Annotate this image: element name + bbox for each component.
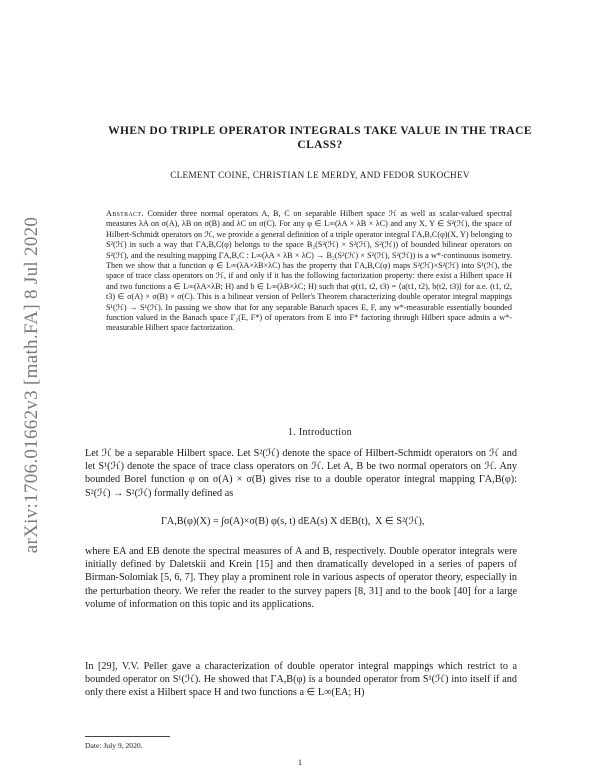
date-footnote: Date: July 9, 2020. <box>85 741 143 750</box>
section-heading: 1. Introduction <box>288 427 352 438</box>
abstract <box>106 209 512 334</box>
arxiv-identifier-text: arXiv:1706.01662v3 [math.FA] 8 Jul 2020 <box>21 216 42 554</box>
author-list: CLEMENT COINE, CHRISTIAN LE MERDY, AND FEDOR SUKOCHEV <box>170 170 470 180</box>
display-equation <box>85 512 517 538</box>
arxiv-identifier <box>17 190 47 580</box>
intro-paragraph-2: where EA and EB denote the spectral measures of A and B, respectively. Double operator integrals were initially defined by Daletskii and Krein [15] and then dramatically developed in a series of papers of Birman-Solomiak [5, 6, 7]. They play a prominent role in various aspects of operator theory, especially in the perturbation theory. We refer the reader to the survey papers [8, 31] and to the book [40] for a large volume of information on this topic and its applications. <box>85 546 517 610</box>
intro-paragraph-1: Let ℋ be a separable Hilbert space. Let S²(ℋ) denote the space of Hilbert-Schmidt operators on ℋ and let S¹(ℋ) denote the space of trace class operators on ℋ. Let A, B be two normal operators on ℋ. Any bounded Borel function φ on σ(A) × σ(B) gives rise to a double operator integral mapping ΓA,B(φ): S²(ℋ) → S²(ℋ) formally defined as <box>85 448 517 499</box>
intro-paragraph-3: In [29], V.V. Peller gave a characterization of double operator integral mappings which restrict to a bounded operator on S¹(ℋ). He showed that ΓA,B(φ) is a bounded operator from S¹(ℋ) into itself if and only there exist a Hilbert space H and two functions a ∈ L∞(EA; H) <box>85 661 517 699</box>
equation-rhs: X ∈ S²(ℋ), <box>375 516 425 527</box>
page-number: 1 <box>297 757 303 767</box>
equation-lhs: ΓA,B(φ)(X) = ∫σ(A)×σ(B) φ(s, t) dEA(s) X dEB(t), <box>161 516 371 527</box>
abstract-text: Consider three normal operators A, B, C on separable Hilbert space ℋ as well as scalar-valued spectral measures λA on σ(A), λB on σ(B) and λC on σ(C). For any φ ∈ L∞(λA × λB × λC) and any X, Y ∈ S²(ℋ), the space of Hilbert-Schmidt operators on ℋ, we provide a general definition of a triple operator integral ΓA,B,C(φ)(X, Y) belonging to S²(ℋ) in such a way that ΓA,B,C(φ) belongs to the space B₂(S²(ℋ) × S²(ℋ), S²(ℋ)) of bounded bilinear operators on S²(ℋ), and the resulting mapping ΓA,B,C : L∞(λA × λB × λC) → B₂(S²(ℋ) × S²(ℋ), S²(ℋ)) is a w*-continuous isometry. Then we show that a function φ ∈ L∞(λA×λB×λC) has the property that ΓA,B,C(φ) maps S²(ℋ)×S²(ℋ) into S¹(ℋ), the space of trace class operators on ℋ, if and only if it has the following factorization property: there exist a Hilbert space H and two functions a ∈ L∞(λA×λB; H) and b ∈ L∞(λB×λC; H) such that φ(t1, t2, t3) = ⟨a(t1, t2), b(t2, t3)⟩ for a.e. (t1, t2, t3) ∈ σ(A) × σ(B) × σ(C). This is a bilinear version of Peller's Theorem characterizing double operator integral mappings S¹(ℋ) → S¹(ℋ). In passing we show that for any separable Banach spaces E, F, any w*-measurable essentially bounded function valued in the Banach space Γ₂(E, F*) of operators from E into F* factoring through Hilbert space admits a w*-measurable Hilbert space factorization. <box>106 209 513 333</box>
paper-title: WHEN DO TRIPLE OPERATOR INTEGRALS TAKE VALUE IN THE TRACE CLASS? <box>108 125 532 151</box>
footnote-rule <box>85 736 170 737</box>
abstract-label: Abstract. <box>106 209 144 218</box>
